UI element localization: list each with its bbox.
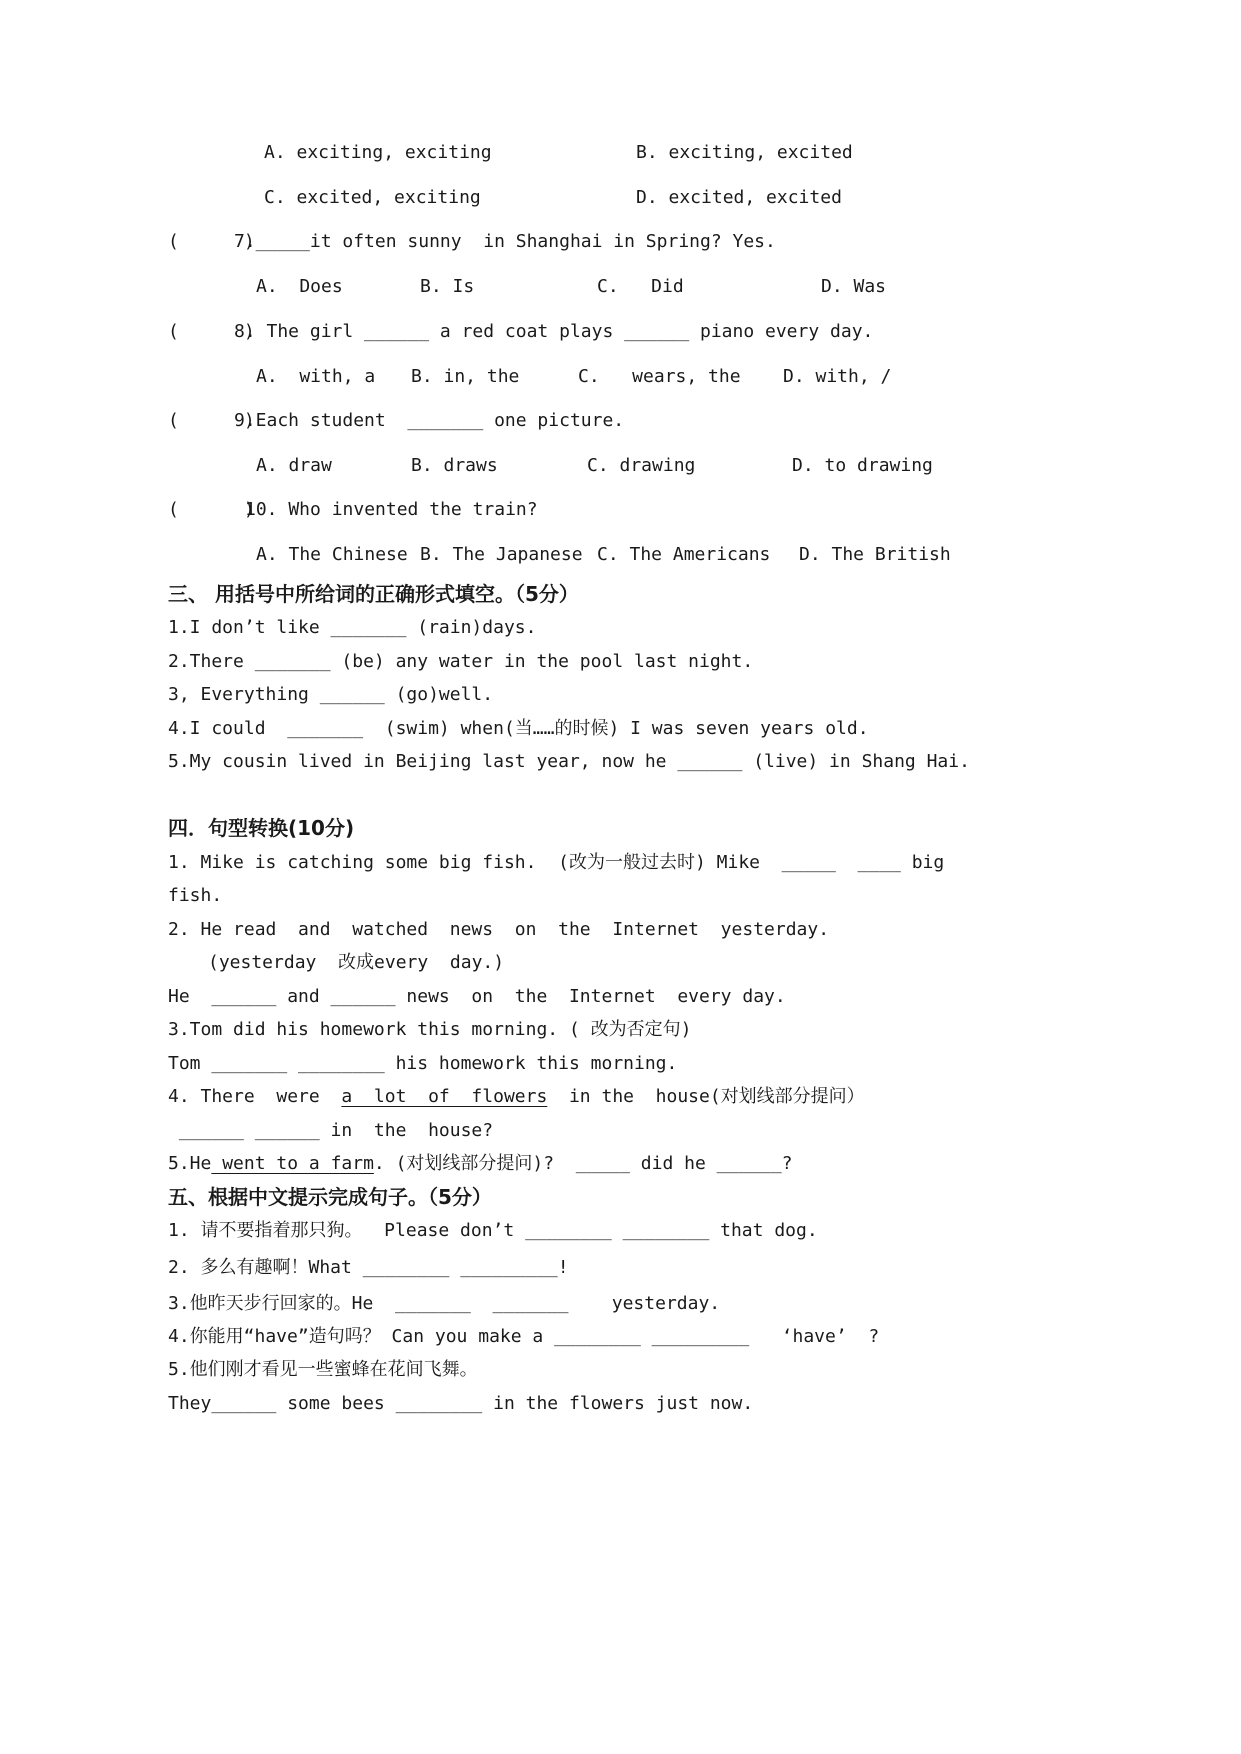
section4-item-4-line-1 [168,1085,865,1109]
q9-question: 9.Each student _______ one picture. [234,410,625,431]
q8-question: 8. The girl ______ a red coat plays ______ piano every day. [234,321,874,342]
section3-item-3: 3, Everything ______ (go)well. [168,684,494,705]
section3-item-4: 4.I could _______ (swim) when(当……的时候) I was seven years old. [168,718,869,739]
q6-option-d: D. excited, excited [636,187,842,208]
q9-answer-paren: ( ) [168,410,255,431]
q7-option-d: D. Was [821,276,887,297]
section5-item-4: 4.你能用“have”造句吗？ Can you make a ________ _________ ‘have’ ? [168,1326,880,1347]
q10-option-d: D. The British [799,544,951,565]
q8-option-d: D. with, / [783,366,892,387]
q6-option-b: B. exciting, excited [636,142,853,163]
q10-option-c: C. The Americans [597,544,771,565]
q6-option-c: C. excited, exciting [264,187,481,208]
section5-item-5-answer: They______ some bees ________ in the flowers just now. [168,1393,754,1414]
section5-item-1: 1. 请不要指着那只狗。 Please don’t ________ ________ that dog. [168,1220,818,1241]
section4-item-4-suffix: in the house(对划线部分提问） [547,1086,865,1107]
section4-item-4-answer: ______ ______ in the house? [168,1120,494,1141]
section5-heading: 五、根据中文提示完成句子。（5分） [168,1185,492,1209]
q9-option-d: D. to drawing [792,455,933,476]
q8-answer-paren: ( ) [168,321,255,342]
q7-option-c: C. Did [597,276,684,297]
section3-item-2: 2.There _______ (be) any water in the pool last night. [168,651,754,672]
section4-item-2-answer: He ______ and ______ news on the Internet every day. [168,986,786,1007]
section5-item-3: 3.他昨天步行回家的。He _______ _______ yesterday. [168,1293,721,1314]
section4-item-5-suffix: . (对划线部分提问)? _____ did he ______? [373,1153,793,1174]
q7-answer-paren: ( ) [168,231,255,252]
q10-option-a: A. The Chinese [256,544,408,565]
q8-option-b: B. in, the [411,366,520,387]
section4-heading: 四．句型转换(10分) [168,816,355,840]
q9-option-c: C. drawing [587,455,696,476]
section4-item-5-underlined: went to a farm [211,1153,374,1174]
q9-option-a: A. draw [256,455,332,476]
section3-heading: 三、 用括号中所给词的正确形式填空。（5分） [168,582,579,606]
section4-item-2-line-1: 2. He read and watched news on the Internet yesterday. [168,919,830,940]
q10-answer-paren: ( ) [168,499,255,520]
section4-item-4-underlined: a lot of flowers [341,1086,548,1107]
section5-item-2: 2. 多么有趣啊！What ________ _________! [168,1257,569,1278]
section3-item-1: 1.I don’t like _______ (rain)days. [168,617,537,638]
q10-option-b: B. The Japanese [420,544,583,565]
q6-option-a: A. exciting, exciting [264,142,492,163]
section4-item-4-prefix: 4. There were [168,1086,342,1107]
q7-option-a: A. Does [256,276,343,297]
section4-item-1-line-1: 1. Mike is catching some big fish. (改为一般过去时) Mike _____ ____ big [168,852,945,873]
section4-item-1-line-2: fish. [168,885,223,906]
section5-item-5-chinese: 5.他们刚才看见一些蜜蜂在花间飞舞。 [168,1359,478,1380]
q10-question: 10. Who invented the train? [245,499,538,520]
section4-item-5-prefix: 5.He [168,1153,212,1174]
section4-item-3-answer: Tom _______ ________ his homework this morning. [168,1053,678,1074]
section4-item-5 [168,1152,793,1176]
q7-question: 7._____it often sunny in Shanghai in Spring? Yes. [234,231,776,252]
section4-item-3-line-1: 3.Tom did his homework this morning. ( 改为否定句) [168,1019,692,1040]
q8-option-a: A. with, a [256,366,376,387]
section4-item-2-instruction: (yesterday 改成every day.) [208,952,505,973]
section3-item-5: 5.My cousin lived in Beijing last year, now he ______ (live) in Shang Hai. [168,751,970,772]
q9-option-b: B. draws [411,455,498,476]
q7-option-b: B. Is [420,276,475,297]
q8-option-c: C. wears, the [578,366,741,387]
